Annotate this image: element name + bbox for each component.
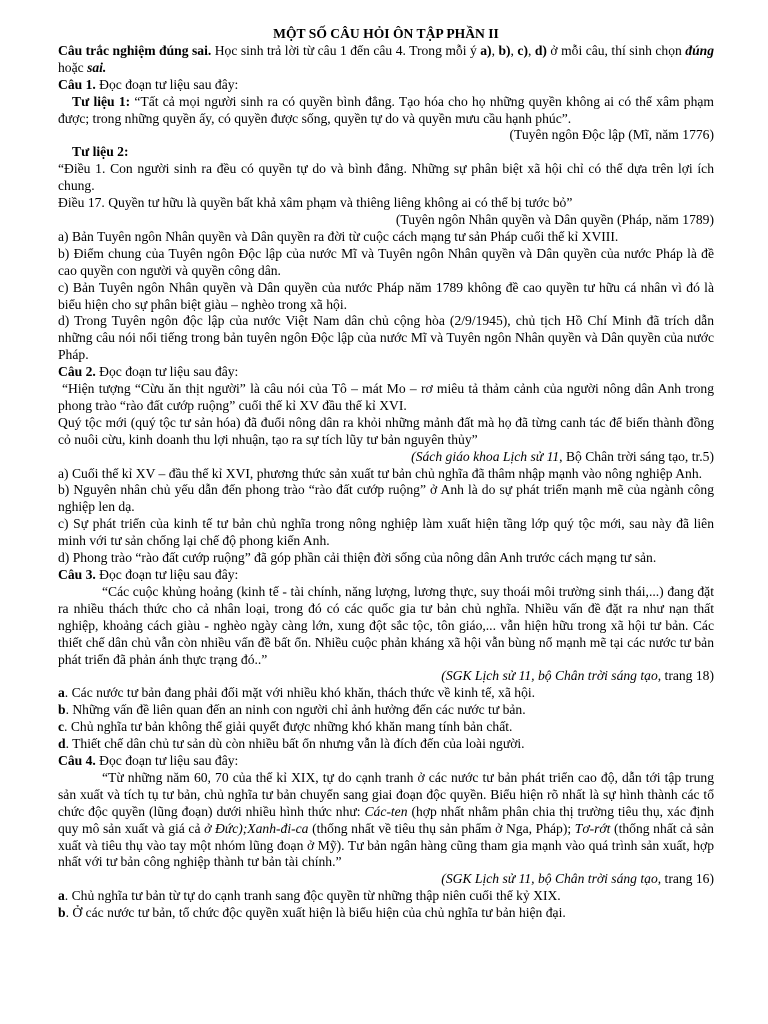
document-title: MỘT SỐ CÂU HỎI ÔN TẬP PHẦN II <box>273 26 499 41</box>
question-4-option-b: b. Ở các nước tư bản, tổ chức độc quyền xuất hiện là biểu hiện của chủ nghĩa tư bản hiện đại. <box>58 905 566 921</box>
question-4-heading: Câu 4. Đọc đoạn tư liệu sau đây: <box>58 752 239 768</box>
question-2-option-a: a) Cuối thế kỉ XV – đầu thế kỉ XVI, phương thức sản xuất tư bản chủ nghĩa đã thâm nhập mạnh vào nông nghiệp Anh. <box>58 465 703 481</box>
question-1-source-1: Tư liệu 1: “Tất cả mọi người sinh ra có quyền bình đẳng. Tạo hóa cho họ những quyền không ai có thể xâm phạm được; trong những quyền ấy, có quyền được sống, quyền tự do và quyền mưu cầu hạnh phúc”. <box>58 93 714 126</box>
question-1-option-b: b) Điểm chung của Tuyên ngôn Độc lập của nước Mĩ và Tuyên ngôn Nhân quyền và Dân quyền của nước Pháp là đề cao quyền con người và quyền công dân. <box>58 245 714 278</box>
question-1-option-a: a) Bản Tuyên ngôn Nhân quyền và Dân quyền ra đời từ cuộc cách mạng tư sản Pháp cuối thế kỉ XVIII. <box>58 228 619 244</box>
question-2-passage-2: Quý tộc mới (quý tộc tư sản hóa) đã đuổi nông dân ra khỏi những mảnh đất mà họ đã từng canh tác để biến thành đồng cỏ nuôi cừu, kinh doanh thu lợi nhuận, tạo ra sự tích lũy tư bản nguyên thủy” <box>58 414 714 447</box>
question-2-option-c: c) Sự phát triển của kinh tế tư bản chủ nghĩa trong nông nghiệp làm xuất hiện tầng lớp quý tộc mới, sau này đã liên minh với tư sản chống lại chế độ phong kiến Anh. <box>58 516 714 549</box>
question-1-source-2-citation: (Tuyên ngôn Nhân quyền và Dân quyền (Pháp, năm 1789) <box>395 211 714 227</box>
question-3-option-a: a. Các nước tư bản đang phải đối mặt với nhiều khó khăn, thách thức về kinh tế, xã hội. <box>58 685 536 701</box>
question-2-passage-1: “Hiện tượng “Cừu ăn thịt người” là câu nói của Tô – mát Mo – rơ miêu tả thảm cảnh của người nông dân Anh trong phong trào “rào đất cướp ruộng” cuối thế kỉ XV đầu thế kỉ XVI. <box>58 381 714 413</box>
question-3-option-c: c. Chủ nghĩa tư bản không thể giải quyết được những khó khăn mang tính bản chất. <box>58 719 513 735</box>
question-4-passage: “Từ những năm 60, 70 của thế kỉ XIX, tự do cạnh tranh ở các nước tư bản phát triển cao độ, dẫn tới tập trung sản xuất và tích tụ tư bản, chủ nghĩa tư bản chuyển sang giai đoạn độc quyền. Biểu hiện rõ nhất là sự hình thành các tổ chức độc quyền (lũng đoạn) dưới nhiều hình thức như: Các-ten (hợp nhất nhằm phân chia thị trường tiêu thụ, xác định quy mô sản xuất và giá cả ở Đức);Xanh-đi-ca (thống nhất về tiêu thụ sản phẩm ở Nga, Pháp); Tơ-rớt (thống nhất cả sản xuất và tiêu thụ vào tay một nhóm lũng đoạn ở Mỹ). Tư bản ngân hàng cũng tham gia mạnh vào quá trình sản xuất, hợp nhất với tư bản công nghiệp thành tư bản tài chính.” <box>58 769 714 870</box>
question-3-heading: Câu 3. Đọc đoạn tư liệu sau đây: <box>58 567 239 582</box>
instructions: Câu trắc nghiệm đúng sai. Học sinh trả lời từ câu 1 đến câu 4. Trong mỗi ý a), b), c), d) ở mỗi câu, thí sinh chọn đúng hoặc sai. <box>58 42 715 75</box>
question-3-citation: (SGK Lịch sử 11, bộ Chân trời sáng tạo, trang 18) <box>441 668 714 684</box>
question-2-heading: Câu 2. Đọc đoạn tư liệu sau đây: <box>58 364 239 380</box>
question-3-option-b: b. Những vấn đề liên quan đến an ninh con người chỉ ảnh hưởng đến các nước tư bản. <box>58 702 526 718</box>
instructions-label: Câu trắc nghiệm đúng sai. <box>58 42 212 58</box>
question-2-option-d: d) Phong trào “rào đất cướp ruộng” đã góp phần cải thiện đời sống của nông dân Anh trước cách mạng tư sản. <box>58 550 657 566</box>
question-1-source-2-para-1: “Điều 1. Con người sinh ra đều có quyền tự do và bình đẳng. Những sự phân biệt xã hội chỉ có thể dựa trên lợi ích chung. <box>58 161 714 194</box>
question-1-source-2-label: Tư liệu 2: <box>72 144 129 160</box>
false-word: sai. <box>87 59 107 75</box>
question-2-option-b: b) Nguyên nhân chủ yếu dẫn đến phong trào “rào đất cướp ruộng” ở Anh là do sự phát triển mạnh mẽ của ngành công nghiệp len dạ. <box>58 482 714 515</box>
question-3-passage: “Các cuộc khủng hoảng (kinh tế - tài chính, năng lượng, lương thực, suy thoái môi trường sinh thái,...) đang đặt ra nhiều thách thức cho cả nhân loại, trong đó có các quốc gia tư bản chủ nghĩa. Nhiều vấn đề đặt ra như nạn thất nghiệp, khoảng cách giàu - nghèo ngày càng lớn, xung đột sắc tộc, tôn giáo,... vẫn hiện hữu trong xã hội tư bản. Các thiết chế dân chủ vẫn còn nhiều vấn đề bất ổn. Nhiều cuộc phản kháng xã hội vẫn bùng nổ mạnh mẽ tại các nước tư bản phát triển đã phản ánh thực trạng đó..” <box>58 583 714 667</box>
question-4-option-a: a. Chủ nghĩa tư bản từ tự do cạnh tranh sang độc quyền từ những thập niên cuối thế kỷ XIX. <box>58 888 561 904</box>
question-1-heading: Câu 1. Đọc đoạn tư liệu sau đây: <box>58 76 239 92</box>
question-3-option-d: d. Thiết chế dân chủ tư sản dù còn nhiều bất ổn nhưng vẫn là đích đến của loài người. <box>58 736 525 752</box>
question-2-citation: (Sách giáo khoa Lịch sử 11, Bộ Chân trời sáng tạo, tr.5) <box>411 448 714 464</box>
question-1-source-2-para-2: Điều 17. Quyền tư hữu là quyền bất khả xâm phạm và thiêng liêng không ai có thể bị tước bỏ” <box>58 195 573 211</box>
question-4-citation: (SGK Lịch sử 11, bộ Chân trời sáng tạo, trang 16) <box>441 871 714 887</box>
question-1-source-1-citation: (Tuyên ngôn Độc lập (Mĩ, năm 1776) <box>509 127 714 143</box>
true-word: đúng <box>685 42 715 58</box>
question-1-option-d: d) Trong Tuyên ngôn độc lập của nước Việt Nam dân chủ cộng hòa (2/9/1945), chủ tịch Hồ Chí Minh đã trích dẫn những câu nói nổi tiếng trong bản tuyên ngôn Độc lập của nước Mĩ và Tuyên ngôn Nhân quyền và Dân quyền của nước Pháp. <box>58 313 714 363</box>
question-1-option-c: c) Bản Tuyên ngôn Nhân quyền và Dân quyền của nước Pháp năm 1789 không đề cao quyền tư hữu cá nhân vì đó là biểu hiện cho sự phân biệt giàu – nghèo trong xã hội. <box>58 279 714 312</box>
